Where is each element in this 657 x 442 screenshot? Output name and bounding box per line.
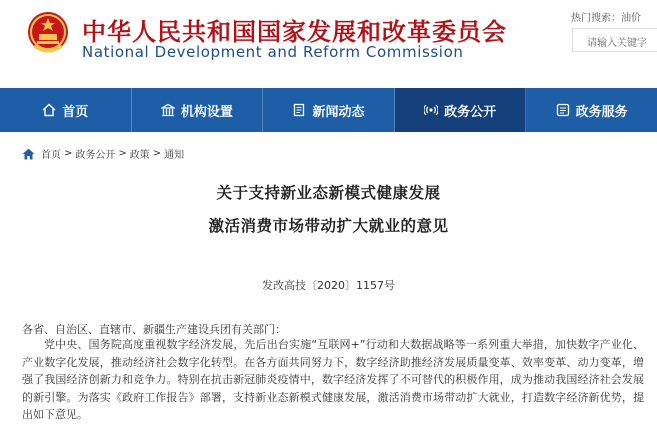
service-icon (556, 103, 570, 117)
breadcrumb-item[interactable]: 政务公开 (75, 150, 116, 161)
article-paragraph: 党中央、国务院高度重视数字经济发展，先后出台实施“互联网+”行动和大数据战略等一系列重大举措，加快数字产业化、产业数字化发展，推动经济社会数字化转型。在各方面共同努力下，数字经济助推经济发展质量变革、效率变革、动力变革，增强了我国经济创新力和竞争力。特别在抗击新冠肺炎疫情中，数字经济发挥了不可替代的积极作用，成为推动我国经济社会发展的新引擎。为落实《政府工作报告》部署，支持新业态新模式健康发展，激活消费市场带动扩大就业，打造数字经济新优势，提出如下意见。 (22, 338, 644, 421)
site-header (0, 0, 657, 88)
home-icon (42, 103, 56, 117)
article-salutation: 各省、自治区、直辖市、新疆生产建设兵团有关部门： (22, 323, 286, 336)
document-number: 发改高技〔2020〕1157号 (262, 279, 395, 292)
nav-item-label: 政务公开 (444, 104, 497, 120)
main-nav (0, 88, 657, 132)
site-name-cn: 中华人民共和国国家发展和改革委员会 (82, 18, 507, 46)
document-icon (292, 103, 306, 117)
nav-item-news[interactable] (263, 88, 395, 132)
nav-item-government-affairs[interactable] (395, 88, 527, 132)
nav-item-label: 首页 (62, 104, 89, 120)
breadcrumb (22, 146, 184, 161)
nav-item-services[interactable] (526, 88, 657, 132)
nav-item-label: 政务服务 (575, 104, 628, 120)
nav-item-label: 新闻动态 (312, 104, 365, 120)
nav-item-organization[interactable] (132, 88, 264, 132)
article-title-line2: 激活消费市场带动扩大就业的意见 (208, 217, 449, 235)
site-name-en: National Development and Reform Commission (82, 43, 464, 61)
breadcrumb-item[interactable]: 通知 (164, 150, 185, 161)
nav-item-label: 机构设置 (180, 104, 233, 120)
breadcrumb-item[interactable]: 首页 (41, 150, 61, 161)
national-emblem-icon (26, 10, 70, 56)
breadcrumb-separator: > (118, 148, 127, 159)
nav-item-home[interactable] (0, 88, 132, 132)
hot-search-label[interactable]: 热门搜索：油价 (571, 13, 641, 24)
broadcast-icon (424, 103, 438, 117)
article-title-line1: 关于支持新业态新模式健康发展 (216, 184, 441, 202)
home-icon (22, 148, 35, 160)
search-input[interactable]: 请输入关键字 (572, 28, 657, 52)
breadcrumb-separator: > (152, 148, 162, 159)
breadcrumb-item[interactable]: 政策 (129, 150, 150, 161)
building-icon (161, 103, 175, 117)
breadcrumb-separator: > (64, 148, 73, 159)
